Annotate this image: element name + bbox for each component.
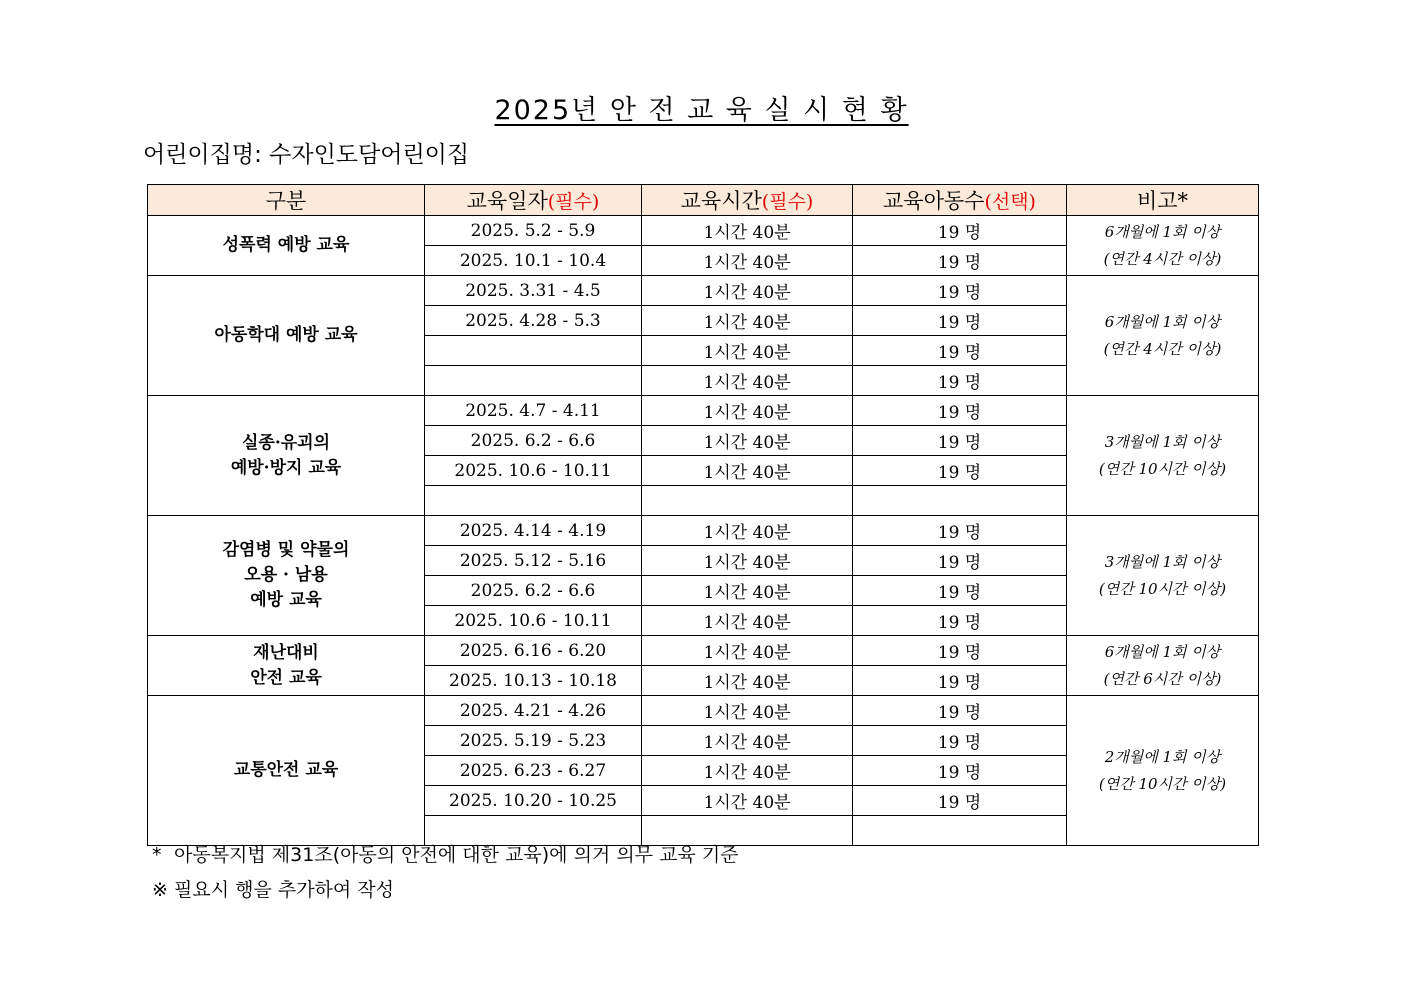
table-row [148,516,1259,546]
daycare-name-line [143,136,469,169]
children-cell [853,486,1067,516]
children-cell: 19 명 [853,216,1067,246]
footnote-mark: * [152,844,162,866]
table-row [148,696,1259,726]
category-cell [148,216,425,276]
date-cell: 2025. 5.2 - 5.9 [425,216,642,246]
note-cell [1067,696,1259,846]
duration-cell: 1시간 40분 [642,576,853,606]
children-cell [853,816,1067,846]
note-line: (연간 10시간 이상) [1098,579,1227,598]
children-cell: 19 명 [853,726,1067,756]
duration-cell: 1시간 40분 [642,666,853,696]
duration-cell: 1시간 40분 [642,756,853,786]
table-row [148,216,1259,246]
note-line: (연간 10시간 이상) [1098,774,1227,793]
category-cell [148,396,425,516]
date-cell: 2025. 5.19 - 5.23 [425,726,642,756]
duration-cell: 1시간 40분 [642,426,853,456]
children-cell: 19 명 [853,786,1067,816]
category-line: 아동학대 예방 교육 [214,325,358,345]
header-duration-label: 교육시간 [680,189,762,213]
category-cell [148,516,425,636]
category-line: 감염병 및 약물의 [222,540,350,560]
header-date [425,185,642,216]
date-cell: 2025. 4.7 - 4.11 [425,396,642,426]
category-line: 오용 · 남용 [244,565,328,585]
date-cell: 2025. 5.12 - 5.16 [425,546,642,576]
date-cell [425,336,642,366]
duration-cell: 1시간 40분 [642,336,853,366]
date-cell: 2025. 10.6 - 10.11 [425,456,642,486]
duration-cell: 1시간 40분 [642,546,853,576]
note-cell [1067,516,1259,636]
footnote-text: 필요시 행을 추가하여 작성 [174,879,395,901]
note-line: 6개월에 1회 이상 [1104,642,1221,661]
note-cell [1067,636,1259,696]
date-cell: 2025. 10.13 - 10.18 [425,666,642,696]
category-cell [148,636,425,696]
note-line: (연간 6시간 이상) [1103,669,1222,688]
date-cell: 2025. 4.14 - 4.19 [425,516,642,546]
header-note [1067,185,1259,216]
required-tag: (필수) [547,191,600,213]
header-children [853,185,1067,216]
children-cell: 19 명 [853,756,1067,786]
category-line: 예방 교육 [250,590,322,610]
date-cell: 2025. 10.6 - 10.11 [425,606,642,636]
date-cell: 2025. 6.2 - 6.6 [425,576,642,606]
footnote-mark: ※ [152,879,168,901]
duration-cell: 1시간 40분 [642,696,853,726]
daycare-label: 어린이집명: [143,142,262,168]
date-cell: 2025. 10.20 - 10.25 [425,786,642,816]
footnotes [152,838,739,908]
category-line: 안전 교육 [250,667,322,688]
category-line: 성폭력 예방 교육 [222,235,350,255]
children-cell: 19 명 [853,306,1067,336]
duration-cell: 1시간 40분 [642,366,853,396]
children-cell: 19 명 [853,426,1067,456]
header-category-label: 구분 [265,189,307,213]
duration-cell: 1시간 40분 [642,456,853,486]
note-line: 3개월에 1회 이상 [1104,552,1221,571]
required-tag: (필수) [761,191,814,213]
children-cell: 19 명 [853,696,1067,726]
children-cell: 19 명 [853,246,1067,276]
children-cell: 19 명 [853,276,1067,306]
children-cell: 19 명 [853,606,1067,636]
date-cell: 2025. 4.21 - 4.26 [425,696,642,726]
children-cell: 19 명 [853,336,1067,366]
duration-cell: 1시간 40분 [642,516,853,546]
note-line: (연간 10시간 이상) [1098,459,1227,478]
duration-cell: 1시간 40분 [642,786,853,816]
header-date-label: 교육일자 [466,189,548,213]
date-cell: 2025. 3.31 - 4.5 [425,276,642,306]
children-cell: 19 명 [853,666,1067,696]
header-category [148,185,425,216]
children-cell: 19 명 [853,546,1067,576]
duration-cell: 1시간 40분 [642,216,853,246]
duration-cell: 1시간 40분 [642,306,853,336]
date-cell [425,486,642,516]
date-cell: 2025. 6.16 - 6.20 [425,636,642,666]
page-title [0,88,1403,127]
duration-cell: 1시간 40분 [642,396,853,426]
note-line: (연간 4시간 이상) [1103,339,1222,358]
duration-cell: 1시간 40분 [642,276,853,306]
table-row [148,396,1259,426]
note-cell [1067,276,1259,396]
note-line: 6개월에 1회 이상 [1104,222,1221,241]
header-duration [642,185,853,216]
footnote-1 [152,838,739,873]
children-cell: 19 명 [853,516,1067,546]
duration-cell: 1시간 40분 [642,726,853,756]
children-cell: 19 명 [853,396,1067,426]
duration-cell: 1시간 40분 [642,636,853,666]
table-row [148,276,1259,306]
title-text: 2025년 안 전 교 육 실 시 현 황 [494,95,909,126]
category-line: 교통안전 교육 [233,760,339,780]
optional-tag: (선택) [984,191,1036,213]
children-cell: 19 명 [853,636,1067,666]
table-row [148,636,1259,666]
duration-cell: 1시간 40분 [642,246,853,276]
children-cell: 19 명 [853,576,1067,606]
category-line: 재난대비 [253,642,319,663]
category-cell [148,696,425,846]
safety-education-table [147,184,1259,846]
daycare-name: 수자인도담어린이집 [269,142,470,168]
header-note-label: 비고* [1136,189,1189,213]
category-cell [148,276,425,396]
date-cell: 2025. 10.1 - 10.4 [425,246,642,276]
date-cell: 2025. 6.23 - 6.27 [425,756,642,786]
note-line: 3개월에 1회 이상 [1104,432,1221,451]
table-body [148,216,1259,846]
children-cell: 19 명 [853,366,1067,396]
children-cell: 19 명 [853,456,1067,486]
date-cell: 2025. 4.28 - 5.3 [425,306,642,336]
category-line: 예방·방지 교육 [230,457,342,478]
note-line: 2개월에 1회 이상 [1104,747,1221,766]
date-cell [425,366,642,396]
category-line: 실종·유괴의 [241,432,331,453]
note-cell [1067,396,1259,516]
header-children-label: 교육아동수 [883,189,985,213]
duration-cell: 1시간 40분 [642,606,853,636]
footnote-2 [152,873,739,908]
duration-cell [642,486,853,516]
note-cell [1067,216,1259,276]
note-line: (연간 4시간 이상) [1103,249,1222,268]
table-header-row [148,185,1259,216]
footnote-text: 아동복지법 제31조(아동의 안전에 대한 교육)에 의거 의무 교육 기준 [174,844,739,866]
date-cell: 2025. 6.2 - 6.6 [425,426,642,456]
note-line: 6개월에 1회 이상 [1104,312,1221,331]
